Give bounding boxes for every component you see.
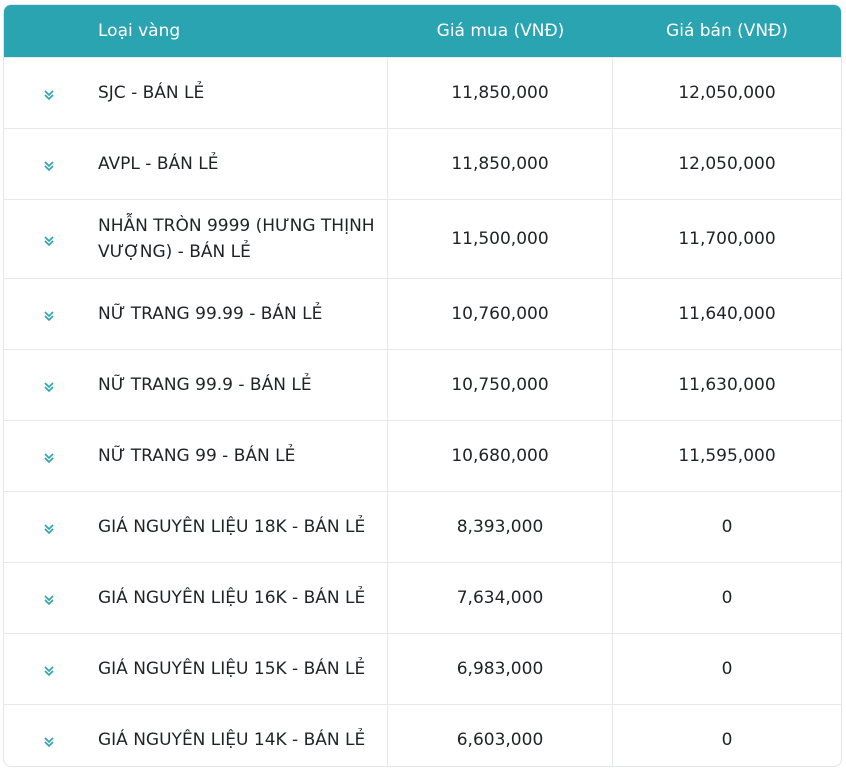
gold-type-name: GIÁ NGUYÊN LIỆU 18K - BÁN LẺ bbox=[94, 492, 388, 562]
gold-type-name: AVPL - BÁN LẺ bbox=[94, 129, 388, 199]
table-row[interactable] bbox=[4, 420, 841, 491]
table-row[interactable] bbox=[4, 491, 841, 562]
expand-toggle[interactable] bbox=[4, 58, 94, 128]
gold-type-name: GIÁ NGUYÊN LIỆU 14K - BÁN LẺ bbox=[94, 705, 388, 767]
chevron-double-down-icon[interactable] bbox=[43, 452, 55, 464]
sell-price: 11,630,000 bbox=[678, 375, 776, 395]
chevron-double-down-icon[interactable] bbox=[43, 89, 55, 101]
expand-toggle[interactable] bbox=[4, 421, 94, 491]
gold-type-name: SJC - BÁN LẺ bbox=[94, 58, 388, 128]
expand-toggle[interactable] bbox=[4, 350, 94, 420]
chevron-double-down-icon[interactable] bbox=[43, 235, 55, 247]
sell-price: 12,050,000 bbox=[678, 154, 776, 174]
gold-type-name: GIÁ NGUYÊN LIỆU 16K - BÁN LẺ bbox=[94, 563, 388, 633]
table-row[interactable] bbox=[4, 199, 841, 278]
header-type: Loại vàng bbox=[98, 21, 181, 41]
table-row[interactable] bbox=[4, 349, 841, 420]
sell-price: 11,595,000 bbox=[678, 446, 776, 466]
table-row[interactable] bbox=[4, 57, 841, 128]
expand-toggle[interactable] bbox=[4, 279, 94, 349]
table-row[interactable] bbox=[4, 128, 841, 199]
gold-type-name: GIÁ NGUYÊN LIỆU 15K - BÁN LẺ bbox=[94, 634, 388, 704]
header-sell-price: Giá bán (VNĐ) bbox=[666, 21, 788, 41]
chevron-double-down-icon[interactable] bbox=[43, 381, 55, 393]
gold-type-name: NỮ TRANG 99 - BÁN LẺ bbox=[94, 421, 388, 491]
sell-price: 11,700,000 bbox=[678, 229, 776, 249]
table-body bbox=[4, 57, 841, 767]
buy-price: 11,850,000 bbox=[388, 129, 613, 199]
buy-price: 11,500,000 bbox=[388, 200, 613, 278]
gold-type-name: NHẪN TRÒN 9999 (HƯNG THỊNH VƯỢNG) - BÁN LẺ bbox=[94, 200, 388, 278]
gold-type-name: NỮ TRANG 99.99 - BÁN LẺ bbox=[94, 279, 388, 349]
expand-toggle[interactable] bbox=[4, 563, 94, 633]
sell-price: 12,050,000 bbox=[678, 83, 776, 103]
table-row[interactable] bbox=[4, 278, 841, 349]
sell-price: 0 bbox=[721, 588, 733, 608]
chevron-double-down-icon[interactable] bbox=[43, 160, 55, 172]
expand-toggle[interactable] bbox=[4, 705, 94, 767]
expand-toggle[interactable] bbox=[4, 492, 94, 562]
buy-price: 8,393,000 bbox=[388, 492, 613, 562]
expand-toggle[interactable] bbox=[4, 634, 94, 704]
chevron-double-down-icon[interactable] bbox=[43, 665, 55, 677]
gold-type-name: NỮ TRANG 99.9 - BÁN LẺ bbox=[94, 350, 388, 420]
table-row[interactable] bbox=[4, 633, 841, 704]
chevron-double-down-icon[interactable] bbox=[43, 736, 55, 748]
buy-price: 6,983,000 bbox=[388, 634, 613, 704]
gold-price-table bbox=[3, 4, 842, 767]
table-row[interactable] bbox=[4, 562, 841, 633]
buy-price: 10,680,000 bbox=[388, 421, 613, 491]
buy-price: 11,850,000 bbox=[388, 58, 613, 128]
table-header bbox=[4, 5, 841, 57]
buy-price: 10,750,000 bbox=[388, 350, 613, 420]
chevron-double-down-icon[interactable] bbox=[43, 523, 55, 535]
table-row[interactable] bbox=[4, 704, 841, 767]
sell-price: 0 bbox=[721, 730, 733, 750]
chevron-double-down-icon[interactable] bbox=[43, 310, 55, 322]
chevron-double-down-icon[interactable] bbox=[43, 594, 55, 606]
buy-price: 7,634,000 bbox=[388, 563, 613, 633]
expand-toggle[interactable] bbox=[4, 200, 94, 278]
header-buy-price: Giá mua (VNĐ) bbox=[436, 21, 565, 41]
sell-price: 0 bbox=[721, 517, 733, 537]
sell-price: 11,640,000 bbox=[678, 304, 776, 324]
sell-price: 0 bbox=[721, 659, 733, 679]
buy-price: 10,760,000 bbox=[388, 279, 613, 349]
expand-toggle[interactable] bbox=[4, 129, 94, 199]
buy-price: 6,603,000 bbox=[388, 705, 613, 767]
